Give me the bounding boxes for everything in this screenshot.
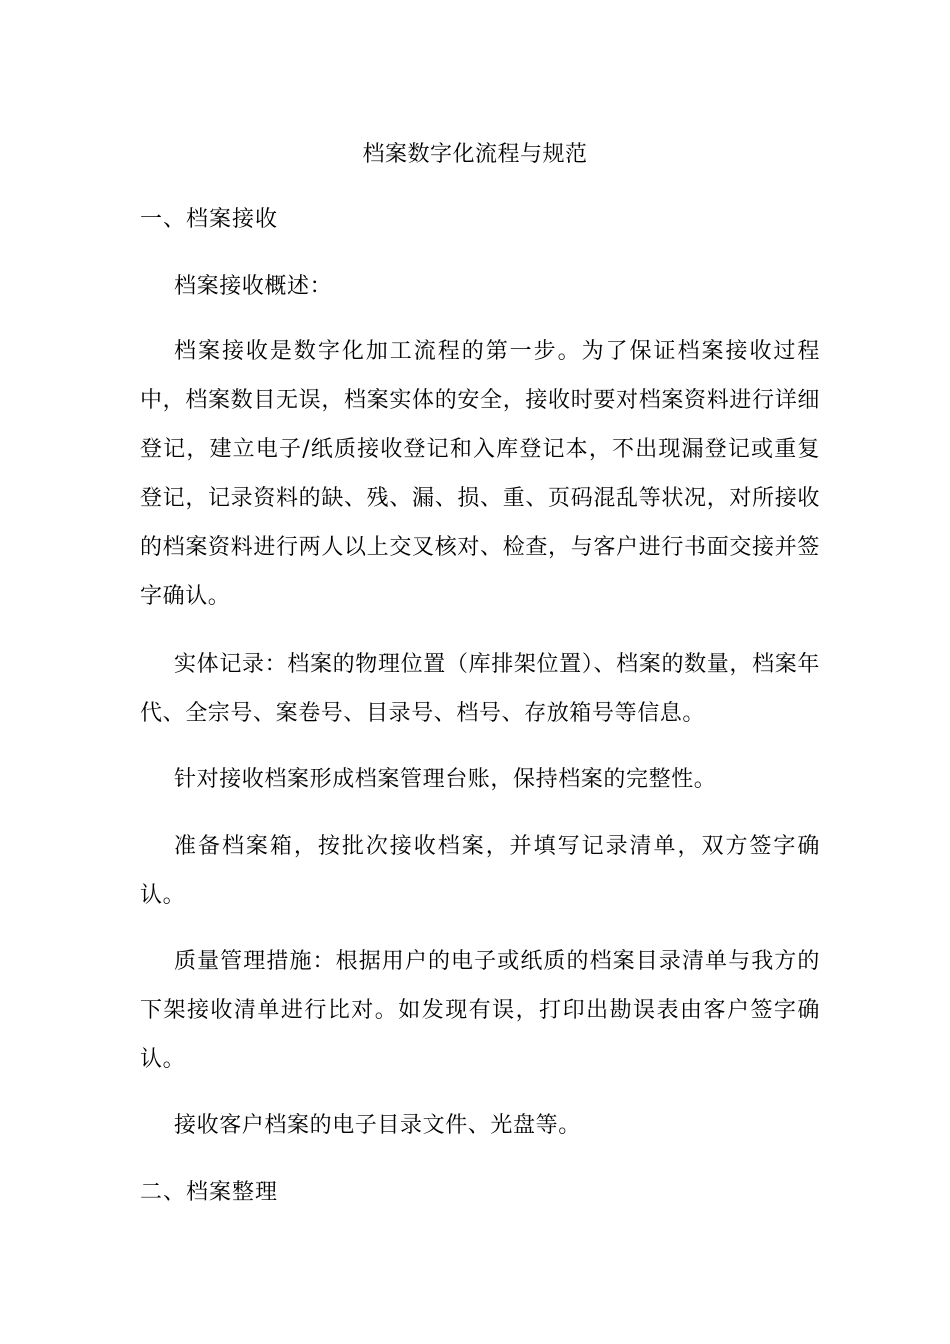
paragraph-electronic-catalog: 接收客户档案的电子目录文件、光盘等。 <box>174 1113 581 1138</box>
section-heading-sorting: 二、档案整理 <box>140 1180 279 1205</box>
paragraph-overview-label: 档案接收概述： <box>174 274 333 299</box>
paragraph-ledger: 针对接收档案形成档案管理台账，保持档案的完整性。 <box>174 767 717 792</box>
document-title: 档案数字化流程与规范 <box>362 142 588 167</box>
paragraph-physical-record: 实体记录：档案的物理位置（库排架位置）、档案的数量，档案年代、全宗号、案卷号、目录号、档号、存放箱号等信息。 <box>140 652 820 726</box>
paragraph-quality-measures: 质量管理措施：根据用户的电子或纸质的档案目录清单与我方的下架接收清单进行比对。如发现有误，打印出勘误表由客户签字确认。 <box>140 949 820 1072</box>
section-heading-receiving: 一、档案接收 <box>140 207 279 232</box>
paragraph-archive-boxes: 准备档案箱，按批次接收档案，并填写记录清单，双方签字确认。 <box>140 834 820 908</box>
paragraph-receiving-description: 档案接收是数字化加工流程的第一步。为了保证档案接收过程中，档案数目无误，档案实体的安全，接收时要对档案资料进行详细登记，建立电子/纸质接收登记和入库登记本，不出现漏登记或重复登记，记录资料的缺、残、漏、损、重、页码混乱等状况，对所接收的档案资料进行两人以上交叉核对、检查，与客户进行书面交接并签字确认。 <box>140 339 820 609</box>
